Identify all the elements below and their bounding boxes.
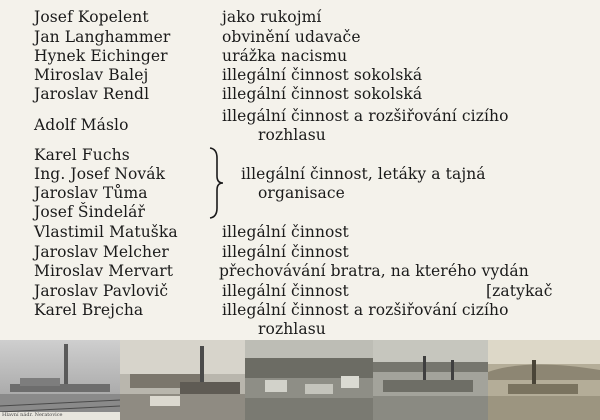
name-entry: Adolf Máslo	[34, 116, 129, 134]
reason-continuation: rozhlasu	[258, 126, 326, 144]
reason-entry: illegální činnost a rozšiřování cizího	[222, 107, 509, 125]
name-entry: Karel Brejcha	[34, 301, 144, 319]
name-entry: Josef Kopelent	[34, 8, 149, 26]
name-entry: Vlastimil Matuška	[34, 223, 178, 241]
photo-town-view	[245, 340, 373, 420]
reason-entry: jako rukojmí	[222, 8, 322, 26]
name-entry: Josef Šindelář	[34, 203, 145, 221]
reason-entry: urážka nacismu	[222, 47, 348, 65]
group-reason-continuation: organisace	[258, 184, 345, 202]
name-entry: Hynek Eichinger	[34, 47, 168, 65]
name-entry: Karel Fuchs	[34, 146, 130, 164]
photo-caption: Hlavní nádr. Neratovice	[2, 412, 63, 418]
reason-entry: illegální činnost	[222, 282, 349, 300]
group-reason: illegální činnost, letáky a tajná	[241, 165, 486, 183]
reason-entry: obvinění udavače	[222, 28, 361, 46]
name-entry: Jaroslav Tůma	[34, 184, 148, 202]
reason-continuation: rozhlasu	[258, 320, 326, 338]
reason-entry: illegální činnost a rozšiřování cizího	[222, 301, 509, 319]
reason-entry: illegální činnost sokolská	[222, 85, 423, 103]
photo-industrial-area	[373, 340, 488, 420]
name-entry: Jan Langhammer	[34, 28, 171, 46]
name-entry: Miroslav Balej	[34, 66, 149, 84]
photo-railway-station	[0, 340, 120, 420]
reason-entry: illegální činnost sokolská	[222, 66, 423, 84]
name-entry: Jaroslav Rendl	[34, 85, 150, 103]
name-entry: Jaroslav Melcher	[34, 243, 169, 261]
reason-entry: illegální činnost	[222, 243, 349, 261]
reason-entry: illegální činnost	[222, 223, 349, 241]
reason-continuation: [zatykač	[486, 282, 553, 300]
name-entry: Jaroslav Pavlovič	[34, 282, 169, 300]
photo-valley-factory	[488, 340, 600, 420]
photo-strip	[0, 340, 600, 420]
reason-entry: přechovávání bratra, na kterého vydán	[219, 262, 529, 280]
curly-brace-icon	[206, 146, 228, 220]
photo-factory	[120, 340, 245, 420]
name-entry: Miroslav Mervart	[34, 262, 174, 280]
name-entry: Ing. Josef Novák	[34, 165, 166, 183]
